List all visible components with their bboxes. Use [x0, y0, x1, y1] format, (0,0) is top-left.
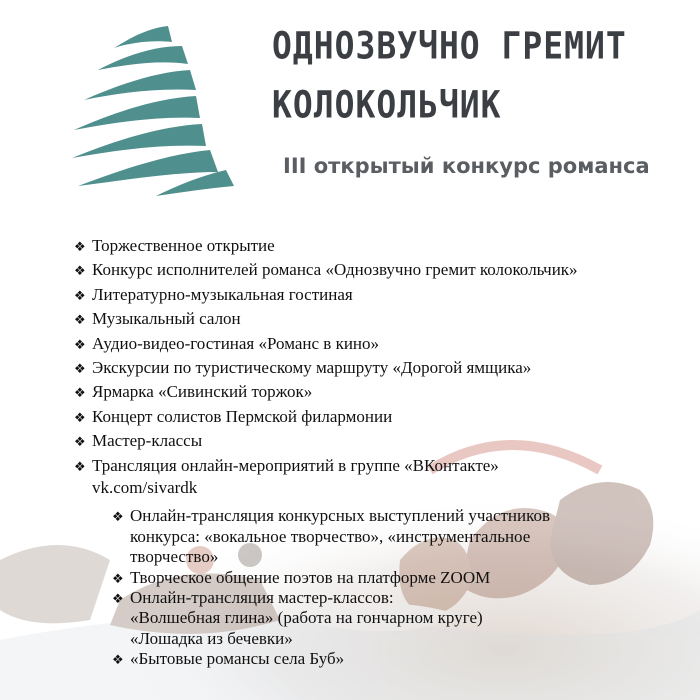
bell-logo-icon — [50, 20, 240, 200]
list-item — [74, 334, 379, 356]
subtitle: III открытый конкурс романса — [283, 154, 650, 178]
list-item-text: «Бытовые романсы села Буб» — [130, 649, 345, 669]
list-item — [74, 260, 578, 282]
diamond-cross-icon: ❖ — [112, 653, 124, 669]
list-item-text: Онлайн-трансляция конкурсных выступлений участников — [130, 506, 551, 526]
sub-list-item-continuation — [112, 608, 483, 628]
list-item-text: Концерт солистов Пермской филармонии — [92, 406, 393, 426]
list-item-text: Трансляция онлайн-мероприятий в группе «ВКонтакте» — [92, 455, 499, 475]
list-item-text: Литературно-музыкальная гостиная — [92, 284, 353, 304]
list-item-text: Мастер-классы — [92, 431, 203, 451]
title-line-2: КОЛОКОЛЬЧИК — [272, 83, 502, 127]
sub-list-item-continuation — [112, 547, 218, 567]
list-item — [74, 431, 202, 453]
diamond-cross-icon: ❖ — [74, 240, 86, 255]
sub-list-item — [112, 506, 550, 528]
diamond-cross-icon: ❖ — [74, 362, 86, 377]
list-item-text: Ярмарка «Сивинский торжок» — [92, 382, 313, 402]
list-item — [74, 407, 392, 429]
diamond-cross-icon: ❖ — [112, 510, 124, 526]
diamond-cross-icon: ❖ — [74, 264, 86, 280]
list-item-text: «Волшебная глина» (работа на гончарном круге) — [130, 608, 483, 628]
title-line-1: ОДНОЗВУЧНО ГРЕМИТ — [272, 24, 627, 68]
list-item — [74, 285, 353, 307]
diamond-cross-icon: ❖ — [74, 410, 86, 426]
list-item — [74, 358, 531, 380]
list-item-text: творчество» — [130, 547, 219, 567]
diamond-cross-icon: ❖ — [112, 592, 124, 607]
list-item-text: vk.com/sivardk — [92, 478, 198, 497]
list-item-text: Онлайн-трансляция мастер-классов: — [130, 588, 394, 607]
diamond-cross-icon: ❖ — [74, 288, 86, 304]
list-item-text: Творческое общение поэтов на платформе ZOOM — [130, 567, 491, 587]
vk-group-link — [74, 478, 197, 498]
diamond-cross-icon: ❖ — [74, 337, 86, 353]
list-item-text: конкурса: «вокальное творчество», «инструментальное — [130, 526, 531, 546]
list-item-text: Музыкальный салон — [92, 309, 241, 329]
diamond-cross-icon: ❖ — [74, 435, 86, 451]
list-item — [74, 382, 312, 404]
list-item-text: «Лошадка из бечевки» — [130, 628, 293, 648]
sub-list-item-continuation — [112, 629, 293, 649]
sub-list-item — [112, 568, 490, 590]
list-item-text: Аудио-видео-гостиная «Романс в кино» — [92, 333, 380, 353]
list-item — [74, 456, 499, 478]
diamond-cross-icon: ❖ — [112, 571, 124, 587]
diamond-cross-icon: ❖ — [74, 386, 86, 402]
list-item-text: Торжественное открытие — [92, 236, 275, 255]
diamond-cross-icon: ❖ — [74, 459, 86, 475]
list-item — [74, 309, 241, 331]
sub-list-item — [112, 649, 344, 671]
sub-list-item — [112, 588, 394, 610]
list-item-text: Экскурсии по туристическому маршруту «Дорогой ямщика» — [92, 358, 532, 377]
list-item — [74, 236, 275, 258]
list-item-text: Конкурс исполнителей романса «Однозвучно гремит колокольчик» — [92, 260, 578, 280]
sub-list-item-continuation — [112, 527, 530, 547]
diamond-cross-icon: ❖ — [74, 313, 86, 329]
